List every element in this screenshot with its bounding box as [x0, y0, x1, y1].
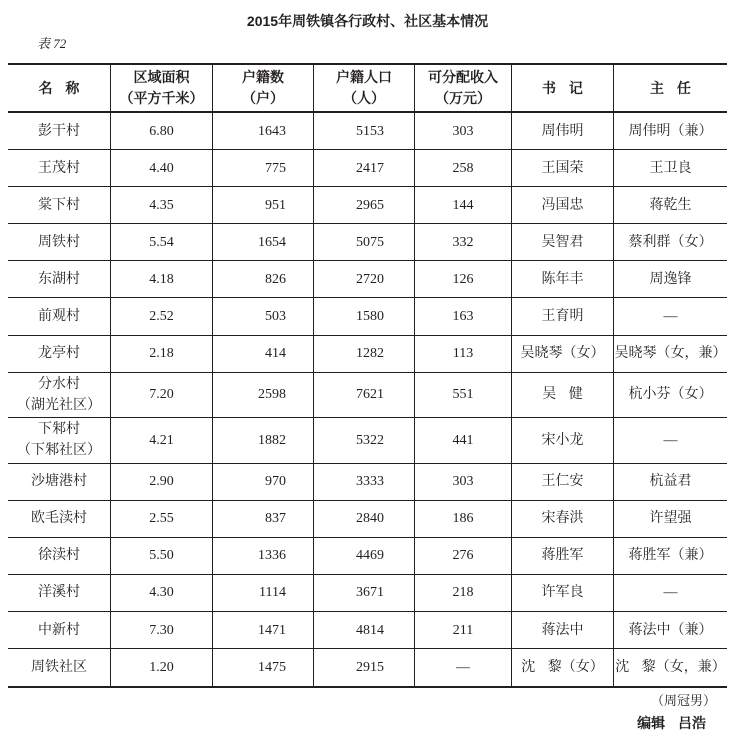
cell-secretary	[511, 187, 613, 223]
cell-director-text: 蒋法中（兼）	[628, 622, 713, 638]
cell-name-text: 沙塘港村	[31, 474, 87, 490]
cell-director	[613, 612, 727, 648]
cell-name	[8, 464, 110, 500]
cell-population	[313, 224, 414, 260]
cell-population-text: 2720	[356, 271, 384, 287]
cell-area-text: 4.30	[149, 585, 174, 601]
cell-secretary	[511, 261, 613, 297]
cell-secretary-text: 王育明	[541, 309, 584, 325]
cell-secretary	[511, 649, 613, 686]
cell-income-text: 211	[452, 622, 474, 638]
cell-secretary-text: 冯国忠	[541, 197, 584, 213]
cell-name	[8, 261, 110, 297]
cell-director-text: 周伟明（兼）	[628, 123, 713, 139]
cell-secretary-text: 蒋法中	[541, 622, 584, 638]
cell-secretary-text: 吴智君	[541, 234, 584, 250]
cell-name-text: 周铁社区	[31, 660, 87, 676]
cell-income-text: 126	[452, 271, 474, 287]
table-row	[8, 261, 727, 298]
cell-area	[110, 224, 212, 260]
cell-households	[212, 224, 313, 260]
author-credit: （周冠男）	[650, 693, 716, 708]
cell-secretary-text: 宋小龙	[541, 432, 584, 448]
cell-population-text: 2965	[356, 197, 384, 213]
cell-income	[414, 150, 511, 186]
cell-area	[110, 261, 212, 297]
cell-households	[212, 464, 313, 500]
cell-population-text: 1282	[356, 346, 384, 362]
header-director	[613, 65, 727, 111]
cell-name	[8, 418, 110, 463]
cell-director-text: 许望强	[649, 511, 692, 527]
table-body	[8, 113, 727, 686]
cell-area-text: 2.52	[149, 309, 174, 325]
header-secretary-label: 书 记	[542, 79, 583, 96]
cell-director	[613, 187, 727, 223]
cell-income-text: 332	[452, 234, 474, 250]
cell-income	[414, 373, 511, 418]
cell-households	[212, 538, 313, 574]
cell-name-text: 王茂村	[38, 160, 80, 176]
cell-secretary	[511, 612, 613, 648]
cell-income	[414, 612, 511, 648]
cell-area-text: 4.35	[149, 197, 174, 213]
cell-population	[313, 187, 414, 223]
cell-population-text: 7621	[356, 387, 384, 403]
cell-area	[110, 187, 212, 223]
cell-director	[613, 261, 727, 297]
cell-income-text: 186	[452, 511, 474, 527]
cell-name	[8, 373, 110, 418]
cell-households	[212, 501, 313, 537]
cell-area	[110, 612, 212, 648]
cell-households	[212, 649, 313, 686]
cell-name-text: 欧毛渎村	[31, 511, 87, 527]
cell-secretary-text: 吴晓琴（女）	[520, 346, 605, 362]
cell-secretary	[511, 224, 613, 260]
cell-households-text: 970	[265, 474, 286, 490]
cell-households-text: 826	[265, 271, 286, 287]
cell-secretary	[511, 150, 613, 186]
cell-area-text: 4.40	[149, 160, 174, 176]
cell-population-text: 2840	[356, 511, 384, 527]
table-number-label: 表 72	[37, 36, 67, 51]
cell-population-text: 4469	[356, 548, 384, 564]
cell-director	[613, 464, 727, 500]
header-director-label: 主 任	[650, 79, 691, 96]
cell-households-text: 837	[265, 511, 286, 527]
cell-secretary-text: 蒋胜军	[541, 548, 584, 564]
cell-income-text: 303	[452, 123, 474, 139]
cell-name-text: 徐渎村	[38, 548, 80, 564]
cell-population	[313, 261, 414, 297]
cell-population	[313, 373, 414, 418]
cell-area	[110, 113, 212, 149]
cell-name-text: 前观村	[38, 309, 80, 325]
cell-households-text: 414	[265, 346, 286, 362]
cell-households-text: 2598	[258, 387, 286, 403]
cell-households	[212, 150, 313, 186]
cell-income-text: 303	[452, 474, 474, 490]
cell-name	[8, 649, 110, 686]
header-secretary	[511, 65, 613, 111]
cell-area	[110, 150, 212, 186]
cell-households-text: 1336	[258, 548, 286, 564]
cell-director	[613, 501, 727, 537]
cell-income-text: 551	[452, 387, 474, 403]
cell-secretary	[511, 538, 613, 574]
cell-secretary	[511, 298, 613, 334]
cell-population	[313, 113, 414, 149]
cell-population	[313, 612, 414, 648]
cell-director	[613, 538, 727, 574]
cell-director	[613, 575, 727, 611]
table-row	[8, 538, 727, 575]
cell-income	[414, 464, 511, 500]
cell-population-text: 5322	[356, 432, 384, 448]
cell-director	[613, 373, 727, 418]
page-title: 2015年周铁镇各行政村、社区基本情况	[246, 13, 489, 29]
cell-name	[8, 150, 110, 186]
header-area-label: 区域面积	[133, 69, 190, 85]
cell-income	[414, 501, 511, 537]
editor-credit: 编辑 吕浩	[637, 715, 706, 731]
cell-area	[110, 418, 212, 463]
cell-households	[212, 298, 313, 334]
cell-secretary	[511, 336, 613, 372]
cell-area	[110, 464, 212, 500]
cell-area-text: 5.54	[149, 234, 174, 250]
cell-income	[414, 187, 511, 223]
cell-income	[414, 418, 511, 463]
cell-households-text: 1643	[258, 123, 286, 139]
cell-population-text: 2915	[356, 660, 384, 676]
cell-director	[613, 224, 727, 260]
cell-income-text: 258	[452, 160, 474, 176]
cell-households-text: 951	[265, 197, 286, 213]
cell-director-text: 蔡利群（女）	[628, 234, 713, 250]
cell-director-text: 杭小芬（女）	[628, 387, 713, 403]
cell-households	[212, 612, 313, 648]
cell-area	[110, 649, 212, 686]
cell-income-text: 218	[452, 585, 474, 601]
table-row	[8, 298, 727, 335]
cell-income-text: 113	[452, 346, 474, 362]
cell-area-text: 6.80	[149, 123, 174, 139]
cell-name-text: 分水村	[38, 376, 80, 392]
header-population-unit: （人）	[343, 90, 385, 106]
cell-name	[8, 298, 110, 334]
cell-name	[8, 575, 110, 611]
cell-name-text: 周铁村	[38, 234, 80, 250]
table-row	[8, 501, 727, 538]
cell-households-text: 1882	[258, 432, 286, 448]
cell-population	[313, 575, 414, 611]
cell-area	[110, 501, 212, 537]
cell-secretary-text: 许军良	[541, 585, 584, 601]
cell-secretary	[511, 501, 613, 537]
cell-population-text: 2417	[356, 160, 384, 176]
table-row	[8, 150, 727, 187]
cell-director-text: 吴晓琴（女，兼）	[614, 346, 727, 362]
cell-director-text: 沈 黎（女，兼）	[615, 660, 726, 676]
table-row	[8, 336, 727, 373]
header-name	[8, 65, 110, 111]
cell-population-text: 1580	[356, 309, 384, 325]
cell-income	[414, 113, 511, 149]
cell-income	[414, 575, 511, 611]
cell-population	[313, 418, 414, 463]
cell-director	[613, 150, 727, 186]
header-name-label: 名 称	[38, 79, 80, 96]
table-header-row	[8, 65, 727, 113]
cell-name-community: （下邾社区）	[17, 443, 101, 459]
cell-households	[212, 418, 313, 463]
cell-name	[8, 538, 110, 574]
cell-households	[212, 373, 313, 418]
table-row	[8, 464, 727, 501]
cell-income-text: 163	[452, 309, 474, 325]
cell-director	[613, 298, 727, 334]
cell-name-community: （湖光社区）	[17, 397, 101, 413]
cell-name	[8, 224, 110, 260]
cell-secretary-text: 王仁安	[541, 474, 584, 490]
cell-households	[212, 261, 313, 297]
cell-population-text: 3671	[356, 585, 384, 601]
cell-name	[8, 612, 110, 648]
header-population-label: 户籍人口	[336, 69, 392, 85]
header-area	[110, 65, 212, 111]
header-households-unit: （户）	[242, 90, 284, 106]
cell-director-text: 王卫良	[649, 160, 692, 176]
cell-population	[313, 501, 414, 537]
table-row	[8, 224, 727, 261]
cell-director-text: 蒋乾生	[649, 197, 692, 213]
cell-population-text: 4814	[356, 622, 384, 638]
cell-income	[414, 336, 511, 372]
cell-director	[613, 336, 727, 372]
cell-name	[8, 336, 110, 372]
cell-population	[313, 464, 414, 500]
cell-income-text: —	[456, 660, 470, 676]
cell-population	[313, 538, 414, 574]
cell-area-text: 2.90	[149, 474, 174, 490]
cell-secretary-text: 沈 黎（女）	[521, 660, 604, 676]
cell-area-text: 4.18	[149, 271, 174, 287]
cell-households-text: 1475	[258, 660, 286, 676]
header-households	[212, 65, 313, 111]
cell-director-text: —	[663, 309, 678, 325]
cell-secretary-text: 周伟明	[541, 123, 584, 139]
header-income-unit: （万元）	[435, 90, 491, 106]
cell-secretary	[511, 575, 613, 611]
cell-name-text: 下邾村	[38, 422, 80, 438]
cell-income-text: 276	[452, 548, 474, 564]
table-row	[8, 649, 727, 686]
cell-name-text: 东湖村	[38, 271, 80, 287]
cell-director	[613, 418, 727, 463]
header-households-label: 户籍数	[242, 69, 284, 85]
cell-area-text: 2.18	[149, 346, 174, 362]
cell-secretary	[511, 373, 613, 418]
cell-director-text: —	[663, 585, 678, 601]
cell-income	[414, 224, 511, 260]
cell-households-text: 1114	[259, 585, 286, 601]
cell-income	[414, 261, 511, 297]
cell-area	[110, 373, 212, 418]
header-income-label: 可分配收入	[428, 69, 498, 85]
table-row	[8, 418, 727, 464]
header-income	[414, 65, 511, 111]
table-row	[8, 187, 727, 224]
cell-population	[313, 649, 414, 686]
cell-secretary-text: 宋春洪	[541, 511, 584, 527]
cell-secretary-text: 王国荣	[541, 160, 584, 176]
cell-secretary-text: 陈年丰	[541, 271, 584, 287]
cell-households-text: 775	[265, 160, 286, 176]
cell-director-text: —	[663, 432, 678, 448]
cell-secretary	[511, 464, 613, 500]
data-table	[8, 63, 727, 688]
cell-area	[110, 575, 212, 611]
cell-name-text: 龙亭村	[38, 346, 80, 362]
cell-area	[110, 538, 212, 574]
cell-households	[212, 336, 313, 372]
cell-area-text: 4.21	[149, 432, 174, 448]
cell-area-text: 2.55	[149, 511, 174, 527]
cell-income	[414, 298, 511, 334]
cell-income	[414, 538, 511, 574]
cell-population	[313, 150, 414, 186]
table-row	[8, 612, 727, 649]
cell-director-text: 蒋胜军（兼）	[628, 548, 713, 564]
cell-households-text: 1654	[258, 234, 286, 250]
cell-income-text: 144	[452, 197, 474, 213]
cell-households-text: 1471	[258, 622, 286, 638]
cell-income	[414, 649, 511, 686]
cell-director	[613, 113, 727, 149]
header-area-unit: （平方千米）	[119, 90, 204, 106]
cell-secretary-text: 吴 健	[542, 387, 583, 403]
cell-secretary	[511, 418, 613, 463]
table-row	[8, 373, 727, 419]
cell-area	[110, 336, 212, 372]
cell-name-text: 中新村	[38, 622, 80, 638]
cell-households	[212, 187, 313, 223]
cell-name-text: 棠下村	[38, 197, 80, 213]
cell-name	[8, 187, 110, 223]
cell-population	[313, 336, 414, 372]
cell-name	[8, 113, 110, 149]
cell-director-text: 杭益君	[649, 474, 692, 490]
cell-population-text: 3333	[356, 474, 384, 490]
cell-name	[8, 501, 110, 537]
cell-director-text: 周逸锋	[649, 271, 692, 287]
cell-population-text: 5153	[356, 123, 384, 139]
cell-director	[613, 649, 727, 686]
cell-area-text: 1.20	[149, 660, 174, 676]
cell-households	[212, 575, 313, 611]
cell-secretary	[511, 113, 613, 149]
cell-households-text: 503	[265, 309, 286, 325]
cell-population	[313, 298, 414, 334]
header-population	[313, 65, 414, 111]
cell-population-text: 5075	[356, 234, 384, 250]
cell-income-text: 441	[452, 432, 474, 448]
cell-name-text: 洋溪村	[38, 585, 80, 601]
cell-name-text: 彭干村	[38, 123, 80, 139]
cell-area-text: 7.20	[149, 387, 174, 403]
table-row	[8, 575, 727, 612]
cell-area	[110, 298, 212, 334]
cell-area-text: 5.50	[149, 548, 174, 564]
cell-area-text: 7.30	[149, 622, 174, 638]
cell-households	[212, 113, 313, 149]
table-row	[8, 113, 727, 150]
